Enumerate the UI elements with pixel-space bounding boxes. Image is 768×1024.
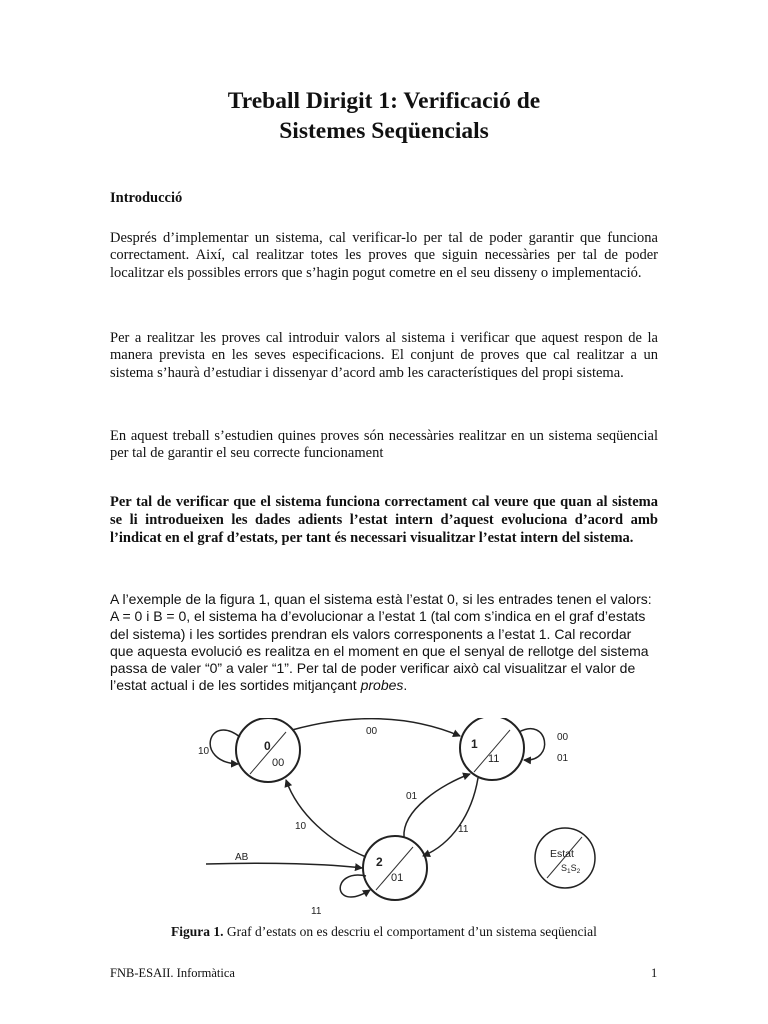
legend-sub-2: 2 xyxy=(576,868,581,875)
title-line-1: Treball Dirigit 1: Verificació de xyxy=(227,88,541,114)
state-1-id: 1 xyxy=(471,737,478,751)
state-diagram xyxy=(180,718,600,918)
state-2-id: 2 xyxy=(376,855,383,869)
paragraph-1: Després d’implementar un sistema, cal verificar-lo per tal de poder garantir que funciona correctament. Així, cal realitzar totes les proves que siguin necessàries per tal de poder localitzar els possibles errors que s’hagin pogut cometre en el seu disseny o implementació. xyxy=(110,230,658,281)
transition-1-to-2 xyxy=(423,778,478,856)
paragraph-5-text: A l’exemple de la figura 1, quan el sistema està l’estat 0, si les entrades tenen el valors: A = 0 i B = 0, el sistema ha d’evolucionar a l’estat 1 (tal com s’indica en el graf d’estats del sistema) i les sortides prendran els valors corresponents a l’estat 1. Cal recordar que aquesta evolució es realitza en el moment en que el senyal de rellotge del sistema passa de valer “0” a valer “1”. Per tal de poder verificar això cal visualitzar el valor de l’estat actual i de les sortides mitjançant xyxy=(110,591,652,694)
state-0-node xyxy=(236,718,300,782)
caption-label: Figura 1. xyxy=(171,924,224,939)
input-label: AB xyxy=(235,852,249,863)
label-0-to-1: 00 xyxy=(366,726,378,737)
paragraph-3: En aquest treball s’estudien quines proves són necessàries realitzar en un sistema seqüencial per tal de garantir el seu correcte funcionament xyxy=(110,428,658,462)
legend-node xyxy=(535,828,595,888)
state-2-node xyxy=(363,836,427,900)
figure-caption xyxy=(0,924,768,940)
footer-left: FNB-ESAII. Informàtica xyxy=(110,966,235,980)
label-self-0: 10 xyxy=(198,746,210,757)
transition-2-to-0 xyxy=(286,780,366,857)
label-self-1-a: 00 xyxy=(557,732,569,743)
label-self-1-b: 01 xyxy=(557,753,569,764)
paragraph-5 xyxy=(110,591,658,695)
label-2-to-1: 01 xyxy=(406,791,418,802)
state-1-node xyxy=(460,718,524,780)
section-heading-introduccio: Introducció xyxy=(110,190,183,206)
state-0-id: 0 xyxy=(264,739,271,753)
state-2-output: 01 xyxy=(391,872,404,884)
paragraph-4-bold: Per tal de verificar que el sistema funciona correctament cal veure que quan al sistema se li introdueixen les dades adients l’estat intern d’aquest evoluciona d’acord amb l’indicat en el graf d’estats, per tant és necessari visualitzar l’estat intern del sistema. xyxy=(110,494,658,546)
legend-s2: S xyxy=(570,863,577,873)
document-title xyxy=(0,86,768,146)
title-line-2: Sistemes Seqüencials xyxy=(279,118,489,144)
paragraph-5-end: . xyxy=(403,677,408,694)
label-2-to-0: 10 xyxy=(295,821,307,832)
paragraph-5-emphasis: probes xyxy=(360,677,404,694)
state-0-output: 00 xyxy=(272,757,285,769)
page-number: 1 xyxy=(651,966,658,980)
legend-sub-1: 1 xyxy=(567,868,571,875)
paragraph-2: Per a realitzar les proves cal introduir valors al sistema i verificar que aquest respon de la manera prevista en les seves especificacions. El conjunt de proves que cal realitzar a un sistema s’haurà d’estudiar i dissenyar d’acord amb les característiques del propi sistema. xyxy=(110,330,658,381)
legend-s1: S xyxy=(561,863,568,873)
legend-estat: Estat xyxy=(550,848,574,860)
state-diagram-figure xyxy=(180,718,600,918)
label-1-to-2: 11 xyxy=(458,824,469,835)
state-1-output: 11 xyxy=(488,753,500,765)
label-self-2: 11 xyxy=(311,906,322,917)
input-arrow xyxy=(206,863,362,868)
caption-text: Graf d’estats on es descriu el comportament d’un sistema seqüencial xyxy=(223,924,597,939)
